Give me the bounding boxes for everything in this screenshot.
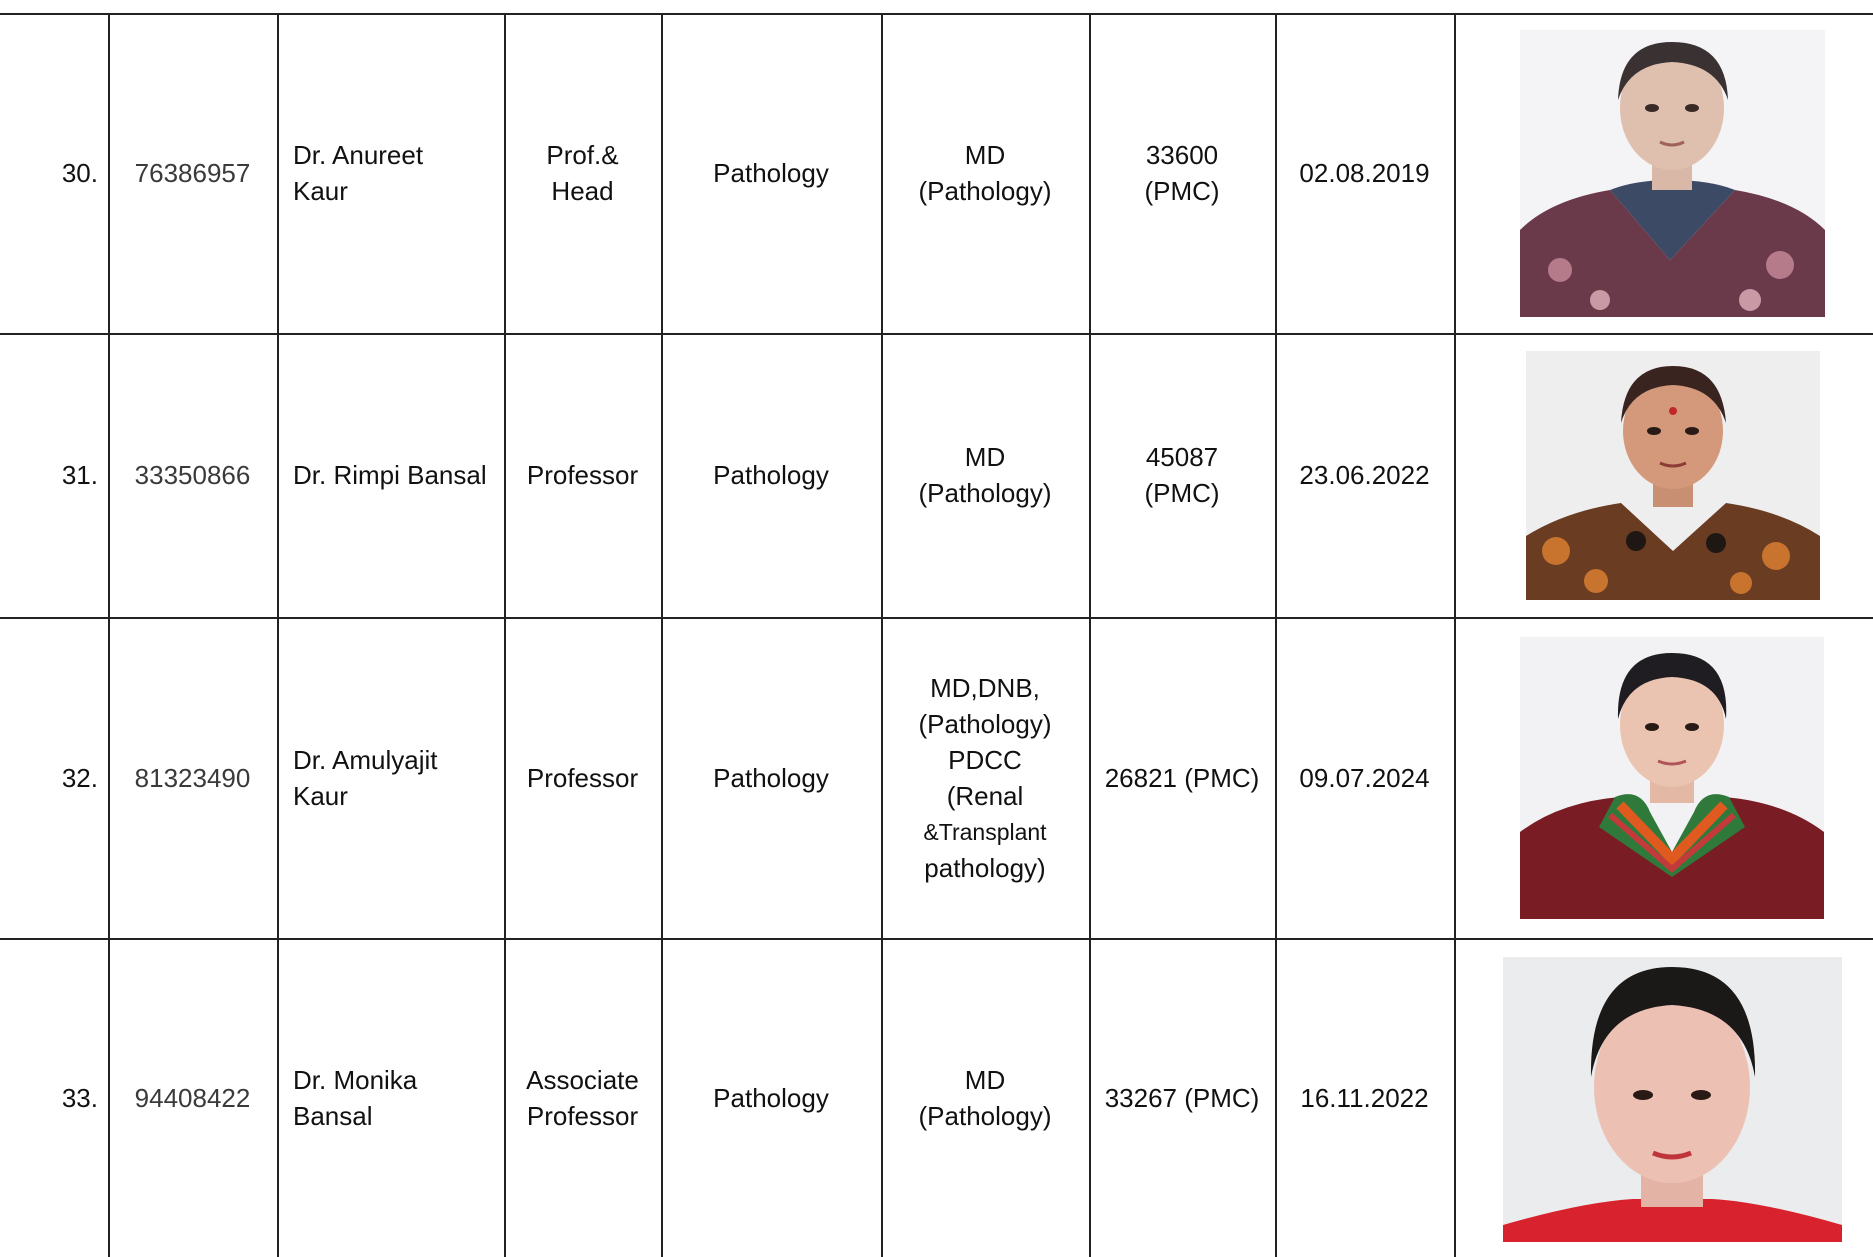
designation-cell: Associate Professor: [526, 1064, 639, 1131]
designation-cell: Professor: [526, 762, 639, 793]
date-cell: 09.07.2024: [1299, 762, 1430, 793]
qualification-cell: [881, 617, 1089, 938]
faculty-photo: [1520, 637, 1824, 919]
name-cell: Dr. Anureet Kaur: [293, 140, 424, 206]
registration-cell: 26821 (PMC): [1104, 762, 1260, 793]
table-border: [1454, 13, 1456, 1257]
qualification-line: pathology): [924, 852, 1046, 883]
department-cell: Pathology: [713, 460, 829, 490]
id-cell: 76386957: [134, 158, 251, 188]
qualification-cell: MD (Pathology): [918, 140, 1052, 206]
designation-cell: Professor: [526, 460, 639, 490]
id-cell: 33350866: [134, 460, 251, 490]
id-cell: 94408422: [134, 1082, 251, 1113]
qualification-line: PDCC: [948, 744, 1022, 775]
registration-cell: 33267 (PMC): [1104, 1082, 1260, 1113]
faculty-photo: [1503, 957, 1842, 1242]
department-cell: Pathology: [713, 762, 829, 793]
qualification-line: (Renal: [946, 780, 1024, 811]
serial-number-cell: 30.: [61, 158, 98, 188]
date-cell: 16.11.2022: [1300, 1082, 1429, 1113]
qualification-line: &Transplant: [923, 818, 1047, 845]
registration-cell: 45087 (PMC): [1144, 442, 1220, 508]
department-cell: Pathology: [713, 158, 829, 188]
faculty-photo: [1520, 30, 1825, 317]
qualification-lines: [919, 670, 1052, 886]
date-cell: 02.08.2019: [1299, 158, 1430, 188]
registration-cell: 33600 (PMC): [1144, 140, 1220, 206]
id-cell: 81323490: [134, 762, 251, 793]
name-cell: Dr. Rimpi Bansal: [293, 460, 487, 490]
qualification-cell: MD (Pathology): [918, 1064, 1052, 1131]
faculty-photo: [1526, 351, 1820, 600]
serial-number-cell: 32.: [61, 762, 98, 793]
serial-number-cell: 33.: [61, 1082, 98, 1113]
name-cell: Dr. Amulyajit Kaur: [293, 744, 438, 811]
qualification-line: MD,DNB,: [930, 672, 1040, 703]
qualification-cell: MD (Pathology): [918, 442, 1052, 508]
department-cell: Pathology: [713, 1082, 829, 1113]
name-cell: Dr. Monika Bansal: [293, 1064, 418, 1131]
serial-number-cell: 31.: [61, 460, 98, 490]
qualification-line: (Pathology): [918, 708, 1052, 739]
designation-cell: Prof.& Head: [546, 140, 619, 206]
date-cell: 23.06.2022: [1299, 460, 1430, 490]
